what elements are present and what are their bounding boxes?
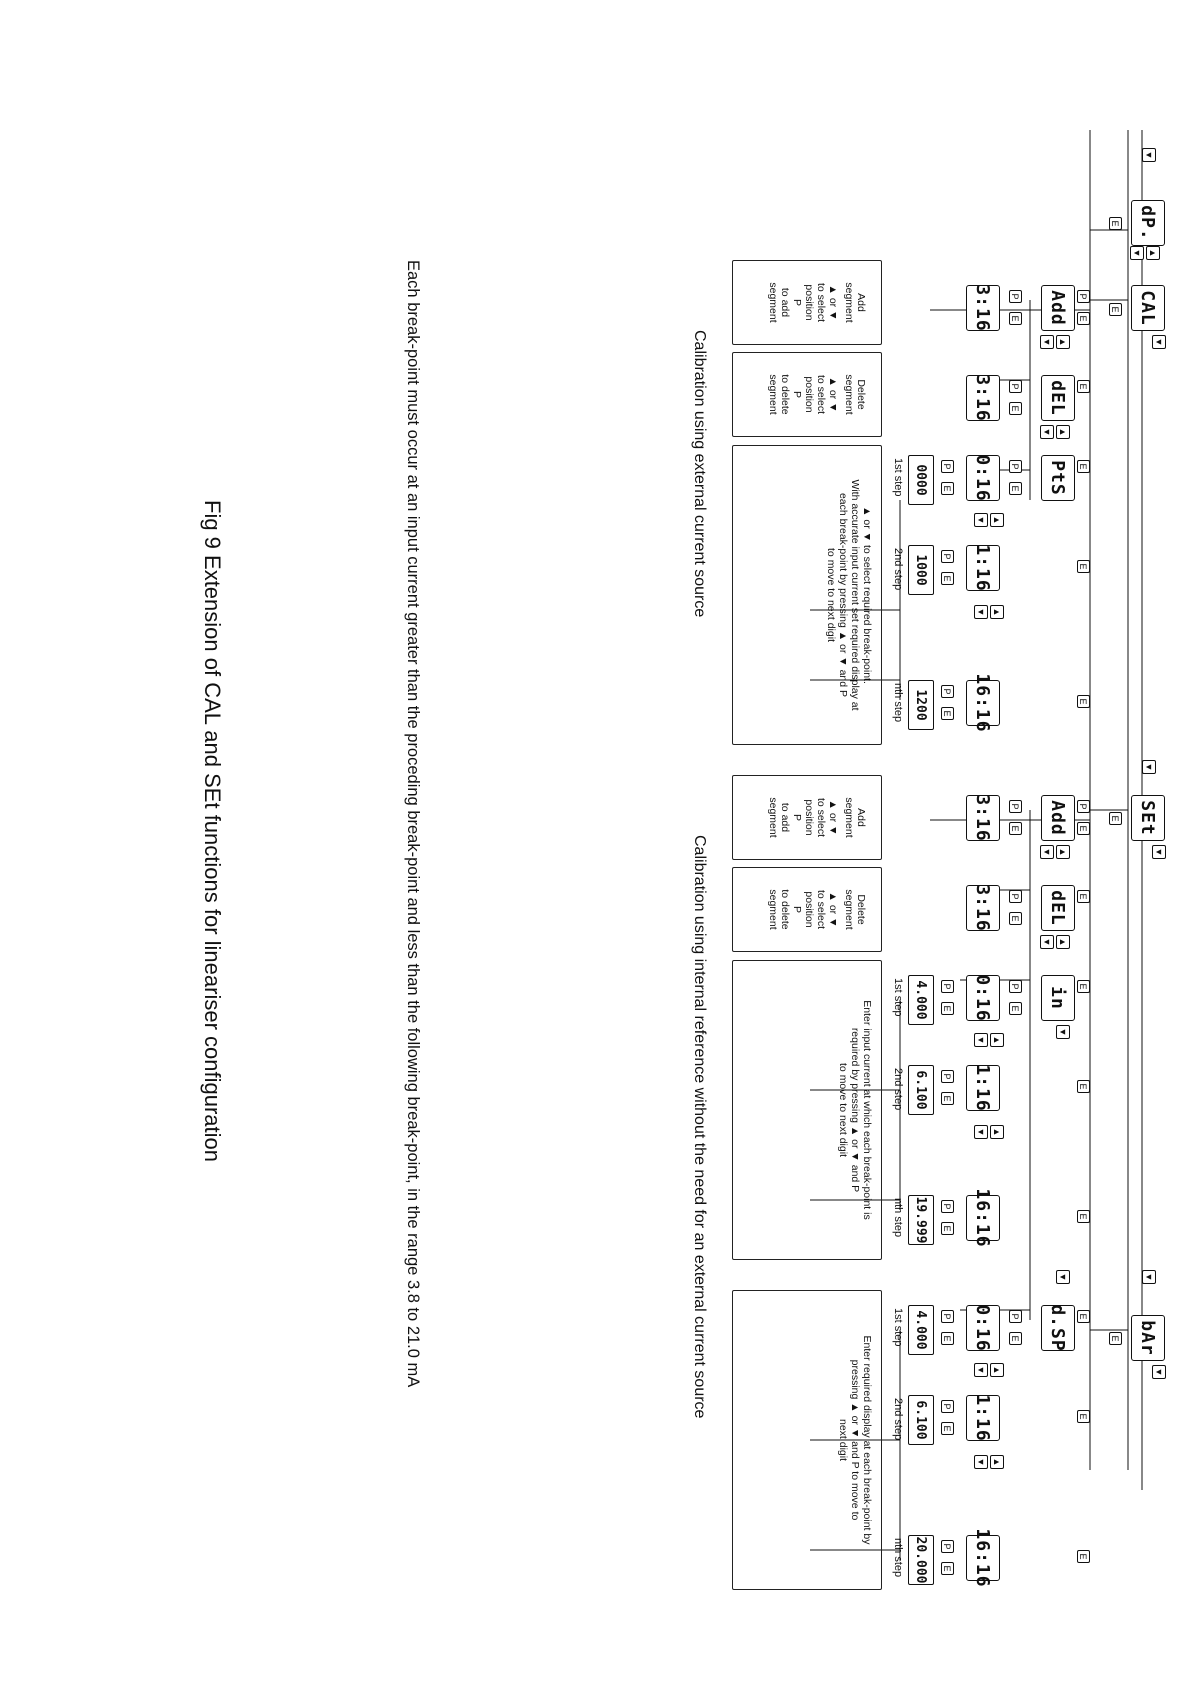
cal-add-display: Add: [1041, 285, 1075, 331]
p-key-icon: P: [1009, 380, 1022, 393]
cal-value-1: 0000: [908, 455, 934, 505]
p-key-icon: P: [941, 460, 954, 473]
e-key-icon: E: [1077, 1310, 1090, 1323]
up-button-icon: ▲: [990, 1455, 1004, 1469]
e-key-icon: E: [1109, 812, 1122, 825]
up-button-icon: ▲: [1056, 425, 1070, 439]
down-button-icon: ▼: [1142, 760, 1156, 774]
e-key-icon: E: [1009, 482, 1022, 495]
p-key-icon: P: [941, 980, 954, 993]
e-key-icon: E: [1109, 1332, 1122, 1345]
e-key-icon: E: [1009, 402, 1022, 415]
e-key-icon: E: [1077, 1410, 1090, 1423]
p-key-icon: P: [941, 550, 954, 563]
down-button-icon: ▼: [974, 1363, 988, 1377]
down-button-icon: ▼: [974, 1455, 988, 1469]
set-dsp-point-2: 1:16: [966, 1395, 1000, 1441]
up-button-icon: ▲: [1056, 335, 1070, 349]
up-button-icon: ▲: [990, 605, 1004, 619]
p-key-icon: P: [1009, 290, 1022, 303]
set-in-step-1: 1st step: [892, 978, 904, 1017]
set-in-desc: Enter input current at which each break-point is required by pressing ▲ or ▼ and P to move to next digit: [837, 1000, 873, 1220]
p-key-icon: P: [1009, 1310, 1022, 1323]
set-in-value-2: 6.100: [908, 1065, 934, 1115]
e-key-icon: E: [1077, 822, 1090, 835]
e-key-icon: E: [1077, 312, 1090, 325]
p-key-icon: P: [941, 685, 954, 698]
e-key-icon: E: [1009, 822, 1022, 835]
down-button-icon: ▼: [974, 1033, 988, 1047]
cal-caption: Calibration using external current source: [691, 330, 708, 618]
e-key-icon: E: [941, 572, 954, 585]
cal-point-n: 16:16: [966, 680, 1000, 726]
set-del-label: Delete segment: [843, 889, 867, 930]
set-display: SEt: [1131, 795, 1165, 841]
down-button-icon: ▼: [1040, 335, 1054, 349]
set-dsp-value-2: 6.100: [908, 1395, 934, 1445]
set-in-point-n: 16:16: [966, 1195, 1000, 1241]
set-dsp-desc-box: [732, 1290, 882, 1590]
cal-desc: ▲ or ▼ to select required break-point. With accurate input current set required display at each break-point by pressing ▲ or ▼ and P to move to next digit: [825, 479, 873, 711]
down-button-icon: ▼: [1142, 1270, 1156, 1284]
cal-point-2: 1:16: [966, 545, 1000, 591]
down-button-icon: ▼: [1142, 148, 1156, 162]
p-key-icon: P: [1077, 290, 1090, 303]
e-key-icon: E: [941, 1332, 954, 1345]
down-button-icon: ▼: [1152, 845, 1166, 859]
cal-step-n: nth step: [892, 683, 904, 723]
set-in-step-2: 2nd step: [892, 1068, 904, 1111]
set-dsp-desc: Enter required display at each break-point by pressing ▲ or ▼ and P to move to next digit: [837, 1335, 873, 1545]
set-in-step-n: nth step: [892, 1198, 904, 1238]
set-add-label: Add segment: [843, 797, 867, 838]
cal-value-2: 1000: [908, 545, 934, 595]
e-key-icon: E: [1109, 303, 1122, 316]
set-del-sub-display: 3:16: [966, 885, 1000, 931]
p-key-icon: P: [941, 1540, 954, 1553]
cal-del-action: ▲ or ▼ to select position P to delete segment: [767, 374, 839, 415]
p-key-icon: P: [941, 1070, 954, 1083]
p-key-icon: P: [1009, 460, 1022, 473]
set-del-box: [732, 867, 882, 952]
down-button-icon: ▼: [1056, 1270, 1070, 1284]
down-button-icon: ▼: [974, 605, 988, 619]
cal-step-1: 1st step: [892, 458, 904, 497]
down-button-icon: ▼: [1152, 1365, 1166, 1379]
e-key-icon: E: [941, 482, 954, 495]
breakpoint-note: Each break-point must occur at an input current greater than the proceding break-point and less than the following break-point, in the range 3.8 to 21.0 mA: [404, 260, 422, 1388]
e-key-icon: E: [941, 1222, 954, 1235]
p-key-icon: P: [941, 1400, 954, 1413]
set-in-value-1: 4.000: [908, 975, 934, 1025]
cal-display: CAL: [1131, 285, 1165, 331]
dp-display: dP.: [1131, 200, 1165, 246]
set-add-sub-display: 3:16: [966, 795, 1000, 841]
set-dsp-display: d.SP: [1041, 1305, 1075, 1351]
p-key-icon: P: [1009, 890, 1022, 903]
down-button-icon: ▼: [974, 513, 988, 527]
set-dsp-step-2: 2nd step: [892, 1398, 904, 1441]
set-add-display: Add: [1041, 795, 1075, 841]
down-button-icon: ▼: [974, 1125, 988, 1139]
down-button-icon: ▼: [1152, 335, 1166, 349]
e-key-icon: E: [941, 1422, 954, 1435]
set-in-desc-box: [732, 960, 882, 1260]
e-key-icon: E: [941, 1002, 954, 1015]
e-key-icon: E: [1109, 217, 1122, 230]
up-button-icon: ▲: [1146, 246, 1160, 260]
cal-add-box: [732, 260, 882, 345]
up-button-icon: ▲: [990, 513, 1004, 527]
e-key-icon: E: [941, 1092, 954, 1105]
e-key-icon: E: [941, 707, 954, 720]
set-add-box: [732, 775, 882, 860]
cal-step-2: 2nd step: [892, 548, 904, 591]
e-key-icon: E: [1009, 912, 1022, 925]
cal-add-label: Add segment: [843, 282, 867, 323]
set-del-action: ▲ or ▼ to select position P to delete segment: [767, 889, 839, 930]
cal-value-n: 1200: [908, 680, 934, 730]
set-in-point-1: 0:16: [966, 975, 1000, 1021]
cal-desc-box: [732, 445, 882, 745]
e-key-icon: E: [1077, 380, 1090, 393]
e-key-icon: E: [941, 1562, 954, 1575]
bar-display: bAr: [1131, 1315, 1165, 1361]
p-key-icon: P: [1009, 800, 1022, 813]
set-caption: Calibration using internal reference without the need for an external current source: [691, 835, 708, 1419]
set-dsp-point-1: 0:16: [966, 1305, 1000, 1351]
down-button-icon: ▼: [1040, 845, 1054, 859]
figure-caption: Fig 9 Extension of CAL and SEt functions for lineariser configuration: [200, 500, 225, 1162]
up-button-icon: ▲: [1056, 845, 1070, 859]
set-dsp-value-n: 20.000: [908, 1535, 934, 1585]
set-dsp-point-n: 16:16: [966, 1535, 1000, 1581]
e-key-icon: E: [1077, 1080, 1090, 1093]
p-key-icon: P: [941, 1200, 954, 1213]
cal-add-action: ▲ or ▼ to select position P to add segment: [767, 282, 839, 323]
cal-del-label: Delete segment: [843, 374, 867, 415]
cal-del-sub-display: 3:16: [966, 375, 1000, 421]
cal-add-sub-display: 3:16: [966, 285, 1000, 331]
up-button-icon: ▲: [990, 1033, 1004, 1047]
down-button-icon: ▼: [1040, 425, 1054, 439]
set-dsp-step-n: nth step: [892, 1538, 904, 1578]
set-in-point-2: 1:16: [966, 1065, 1000, 1111]
down-button-icon: ▼: [1130, 246, 1144, 260]
e-key-icon: E: [1077, 980, 1090, 993]
e-key-icon: E: [1077, 560, 1090, 573]
e-key-icon: E: [1009, 1002, 1022, 1015]
set-del-display: dEL: [1041, 885, 1075, 931]
set-dsp-step-1: 1st step: [892, 1308, 904, 1347]
down-button-icon: ▼: [1040, 935, 1054, 949]
cal-del-display: dEL: [1041, 375, 1075, 421]
e-key-icon: E: [1077, 1550, 1090, 1563]
set-dsp-value-1: 4.000: [908, 1305, 934, 1355]
cal-point-1: 0:16: [966, 455, 1000, 501]
p-key-icon: P: [1009, 980, 1022, 993]
set-in-display: in: [1041, 975, 1075, 1021]
e-key-icon: E: [1077, 890, 1090, 903]
p-key-icon: P: [1077, 800, 1090, 813]
e-key-icon: E: [1077, 1210, 1090, 1223]
cal-pts-display: PtS: [1041, 455, 1075, 501]
e-key-icon: E: [1077, 460, 1090, 473]
down-button-icon: ▼: [1056, 1025, 1070, 1039]
cal-del-box: [732, 352, 882, 437]
p-key-icon: P: [941, 1310, 954, 1323]
set-in-value-n: 19.999: [908, 1195, 934, 1245]
up-button-icon: ▲: [990, 1125, 1004, 1139]
up-button-icon: ▲: [990, 1363, 1004, 1377]
e-key-icon: E: [1009, 1332, 1022, 1345]
e-key-icon: E: [1077, 695, 1090, 708]
set-add-action: ▲ or ▼ to select position P to add segment: [767, 797, 839, 838]
up-button-icon: ▲: [1056, 935, 1070, 949]
e-key-icon: E: [1009, 312, 1022, 325]
